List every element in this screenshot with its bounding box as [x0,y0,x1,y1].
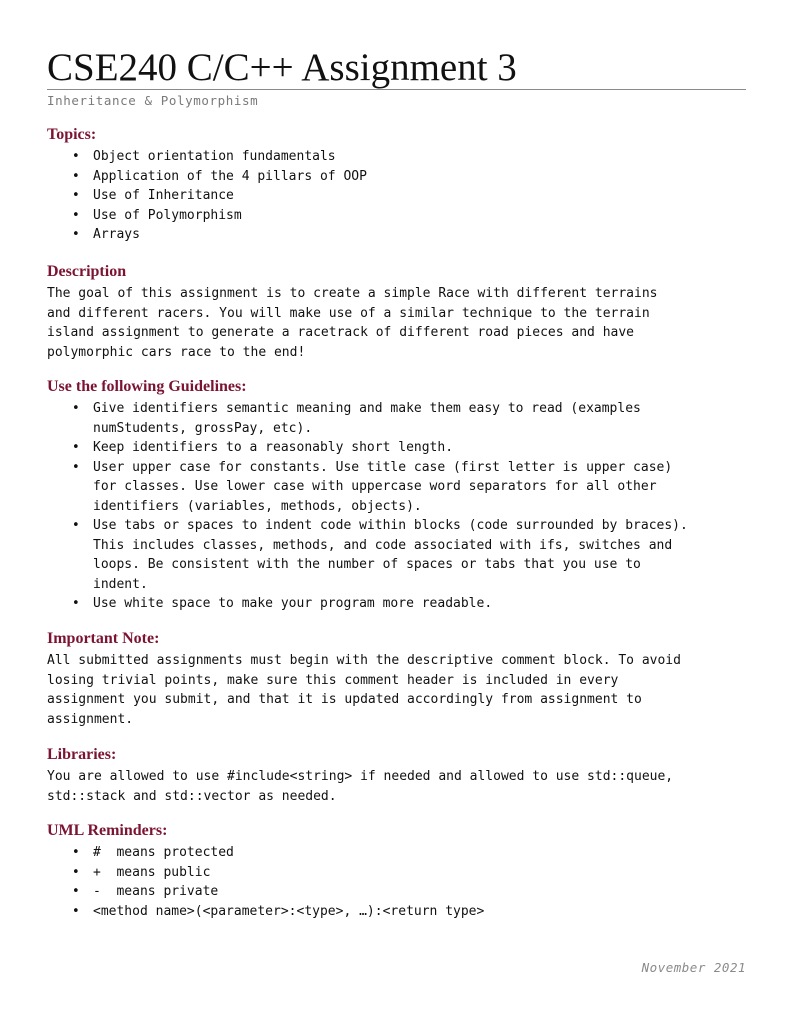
list-item [47,167,747,187]
important-note-text: All submitted assignments must begin with the descriptive comment block. To avoid losing trivial points, make sure this comment header is included in every assignment you submit, and that it is updated accordingly from assignment to assignment. [47,653,681,727]
description-section [47,262,747,362]
list-item-text: User upper case for constants. Use title case (first letter is upper case) for classes. Use lower case with uppercase word separators for all other identifiers (variables, methods, objects). [93,459,673,514]
important-note-section [47,629,747,729]
list-item [47,206,747,226]
list-item-text: - means private [93,884,219,899]
important-note-heading: Important Note: [47,630,160,647]
list-item-text: Use of Polymorphism [93,207,242,223]
description-heading: Description [47,263,127,280]
bullet-icon: • [72,459,80,475]
bullet-icon: • [72,864,80,880]
guidelines-heading: Use the following Guidelines: [47,378,247,395]
page-title: CSE240 C/C++ Assignment 3 [47,46,517,89]
list-item-text: # means protected [93,845,234,860]
list-item-text: Object orientation fundamentals [93,149,336,164]
guidelines-list [47,399,747,614]
list-item [47,186,747,206]
list-item-text: Use white space to make your program more readable. [93,596,493,611]
topics-section [47,125,747,245]
list-item [47,516,747,594]
bullet-icon: • [72,884,80,899]
list-item-text: Keep identifiers to a reasonably short length. [93,440,454,455]
list-item [47,438,747,458]
bullet-icon: • [72,401,80,416]
list-item [47,147,747,167]
bullet-icon: • [72,903,80,919]
list-item-text: Arrays [93,227,140,242]
libraries-section [47,745,747,806]
bullet-icon: • [72,440,80,455]
bullet-icon: • [72,596,80,611]
bullet-icon: • [72,188,80,203]
topics-heading: Topics: [47,126,97,143]
uml-list [47,843,747,921]
libraries-heading: Libraries: [47,746,117,763]
list-item [47,594,747,614]
bullet-icon: • [72,227,80,242]
title-divider [47,89,746,90]
list-item [47,225,747,245]
list-item-text: + means public [93,864,211,880]
list-item-text: Use of Inheritance [93,188,234,203]
topics-list [47,147,747,245]
uml-section [47,821,747,921]
list-item [47,458,747,517]
bullet-icon: • [72,845,80,860]
description-text: The goal of this assignment is to create a simple Race with different terrains and different racers. You will make use of a similar technique to the terrain island assignment to generate a racetrack of different road pieces and have polymorphic cars race to the end! [47,286,658,360]
list-item-text: <method name>(<parameter>:<type>, …):<return type> [93,903,485,919]
list-item [47,843,747,863]
bullet-icon: • [72,518,80,533]
guidelines-section [47,377,747,614]
list-item-text: Use tabs or spaces to indent code within blocks (code surrounded by braces). This includes classes, methods, and code associated with ifs, switches and loops. Be consistent with the number of spaces or tabs that you use to indent. [93,518,688,592]
bullet-icon: • [72,207,80,223]
bullet-icon: • [72,168,80,184]
footer-date: November 2021 [641,960,746,975]
uml-heading: UML Reminders: [47,822,168,839]
list-item [47,902,747,922]
list-item-text: Application of the 4 pillars of OOP [93,168,367,184]
bullet-icon: • [72,149,80,164]
list-item [47,399,747,438]
libraries-text: You are allowed to use #include<string> if needed and allowed to use std::queue, std::stack and std::vector as needed. [47,769,674,804]
page-subtitle: Inheritance & Polymorphism [47,93,259,108]
list-item [47,863,747,883]
list-item [47,882,747,902]
list-item-text: Give identifiers semantic meaning and make them easy to read (examples numStudents, grossPay, etc). [93,401,641,436]
